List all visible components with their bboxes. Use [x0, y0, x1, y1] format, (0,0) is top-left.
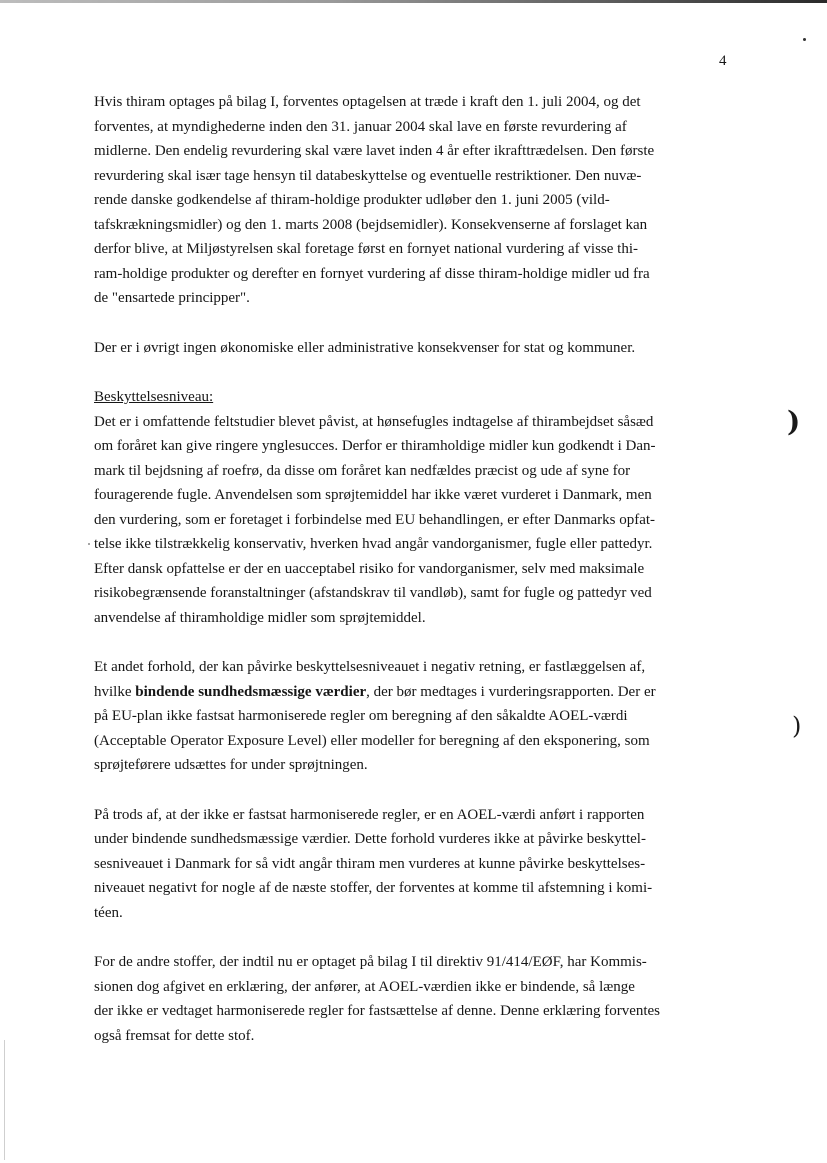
text-line: sesniveauet i Danmark for så vidt angår thiram men vurderes at kunne påvirke beskyttelses- — [94, 855, 646, 872]
text-line: anvendelse af thiramholdige midler som sprøjtemiddel. — [94, 609, 426, 626]
text-line: rende danske godkendelse af thiram-holdige produkter udløber den 1. juni 2005 (vild- — [94, 192, 610, 208]
text-line: fouragerende fugle. Anvendelsen som sprøjtemiddel har ikke været vurderet i Danmark, men — [94, 487, 652, 503]
text-run: , der bør medtages i vurderingsrapporten. Der er — [366, 683, 656, 700]
text-line: på EU-plan ikke fastsat harmoniserede regler om beregning af den såkaldte AOEL-værdi — [94, 708, 628, 724]
document-body — [94, 90, 734, 1048]
text-line: For de andre stoffer, der indtil nu er optaget på bilag I til direktiv 91/414/EØF, har Kommis- — [94, 954, 647, 970]
paragraph-thiram-approval — [94, 90, 734, 311]
paragraph-commission-statement — [94, 950, 734, 1048]
emphasis-text: bindende sundhedsmæssige værdier — [135, 683, 367, 700]
text-line: den vurdering, som er foretaget i forbindelse med EU behandlingen, er efter Danmarks opfat- — [94, 511, 656, 528]
text-line: under bindende sundhedsmæssige værdier. Dette forhold vurderes ikke at påvirke beskyttel- — [94, 831, 646, 847]
text-line: revurdering skal især tage hensyn til databeskyttelse og eventuelle restriktioner. Den nuvæ- — [94, 167, 642, 184]
text-line: Efter dansk opfattelse er der en uacceptabel risiko for vandorganismer, selv med maksimale — [94, 560, 645, 577]
text-line: niveauet negativt for nogle af de næste stoffer, der forventes at komme til afstemning i komi- — [94, 880, 653, 896]
text-line: forventes, at myndighederne inden den 31. januar 2004 skal lave en første revurdering af — [94, 118, 627, 135]
margin-bracket-mark: ) — [792, 712, 802, 740]
text-line: sionen dog afgivet en erklæring, der anfører, at AOEL-værdien ikke er bindende, så længe — [94, 978, 635, 995]
section-heading: Beskyttelsesniveau: — [94, 389, 214, 405]
text-line: også fremsat for dette stof. — [94, 1027, 255, 1044]
text-line: om foråret kan give ringere ynglesucces. Derfor er thiramholdige midler kun godkendt i Dan- — [94, 438, 656, 454]
text-line: (Acceptable Operator Exposure Level) eller modeller for beregning af den eksponering, som — [94, 732, 650, 749]
text-line — [94, 680, 734, 705]
text-line: risikobegrænsende foranstaltninger (afstandskrav til vandløb), samt for fugle og pattedyr ved — [94, 585, 652, 601]
text-line: Et andet forhold, der kan påvirke beskyttelsesniveauet i negativ retning, er fastlæggelsen af, — [94, 659, 646, 675]
text-line: mark til bejdsning af roefrø, da disse om foråret kan nedfældes præcist og ude af syne for — [94, 462, 631, 479]
scan-speck — [803, 38, 806, 41]
text-line: derfor blive, at Miljøstyrelsen skal foretage først en fornyet national vurdering af visse thi- — [94, 241, 638, 257]
paragraph-protection-level — [94, 385, 734, 630]
text-line: telse ikke tilstrækkelig konservativ, hverken hvad angår vandorganismer, fugle eller pattedyr. — [94, 536, 653, 552]
margin-bracket-mark: ) — [787, 405, 801, 438]
text-line: der ikke er vedtaget harmoniserede regler for fastsættelse af denne. Denne erklæring forventes — [94, 1003, 661, 1019]
paragraph-binding-values — [94, 655, 734, 778]
text-line: midlerne. Den endelig revurdering skal være lavet inden 4 år efter ikrafttrædelsen. Den første — [94, 143, 655, 159]
scan-edge-left — [4, 1040, 5, 1160]
scan-edge-top — [0, 0, 827, 3]
text-line: På trods af, at der ikke er fastsat harmoniserede regler, er en AOEL-værdi anført i rapporten — [94, 806, 645, 823]
text-line: téen. — [94, 904, 123, 921]
paragraph-aoel-value — [94, 803, 734, 926]
text-line: de "ensartede principper". — [94, 290, 250, 306]
text-line: tafskrækningsmidler) og den 1. marts 2008 (bejdsemidler). Konsekvenserne af forslaget kan — [94, 216, 648, 233]
text-line: Det er i omfattende feltstudier blevet påvist, at hønsefugles indtagelse af thirambejdset såsæd — [94, 413, 654, 430]
text-line: Der er i øvrigt ingen økonomiske eller administrative konsekvenser for stat og kommuner. — [94, 339, 636, 356]
text-run: hvilke — [94, 683, 136, 700]
text-line: sprøjteførere udsættes for under sprøjtningen. — [94, 757, 368, 773]
text-line: Hvis thiram optages på bilag I, forventes optagelsen at træde i kraft den 1. juli 2004, og det — [94, 94, 641, 110]
page-number: 4 — [719, 53, 727, 69]
scan-speck — [88, 543, 90, 545]
text-line: ram-holdige produkter og derefter en fornyet vurdering af disse thiram-holdige midler ud fra — [94, 265, 650, 282]
paragraph-consequences — [94, 336, 734, 361]
